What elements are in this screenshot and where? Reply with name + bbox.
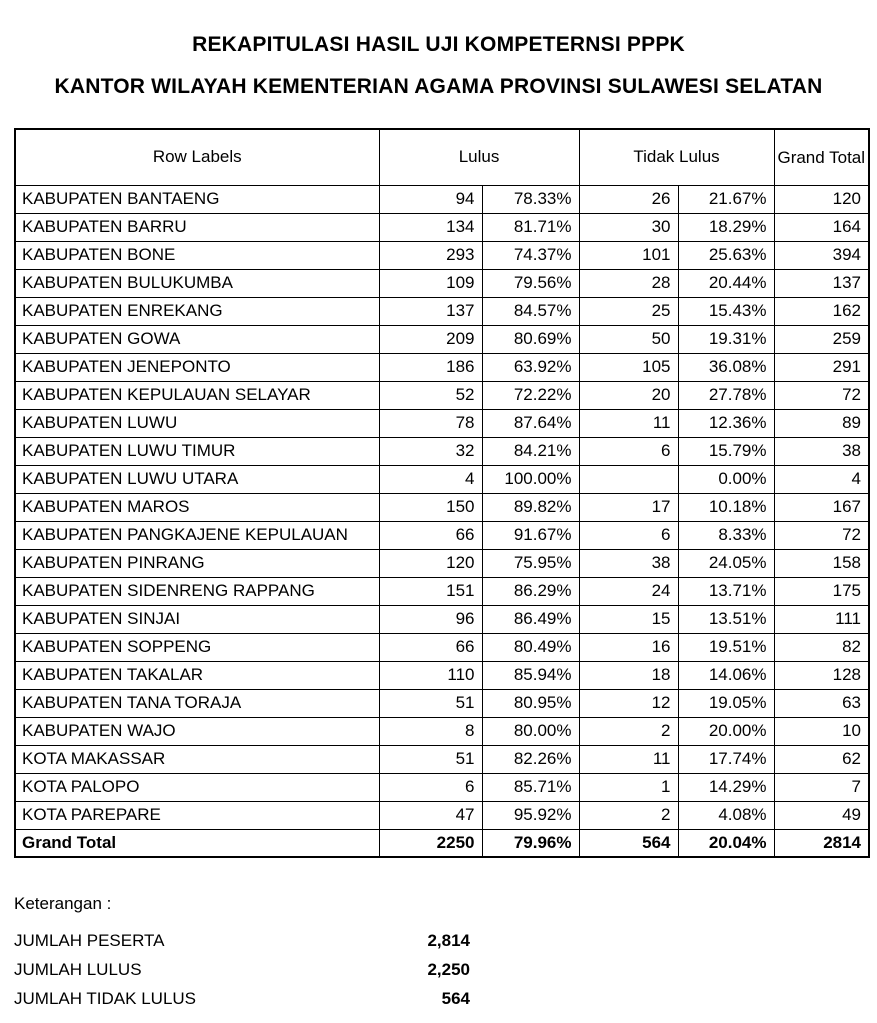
row-label-cell: KABUPATEN BARRU	[15, 213, 379, 241]
value-cell: 24	[579, 577, 678, 605]
value-cell: 293	[379, 241, 482, 269]
footer-row-lulus	[14, 955, 877, 984]
value-cell: 109	[379, 269, 482, 297]
value-cell: 14.29%	[678, 773, 774, 801]
value-cell: 86.49%	[482, 605, 579, 633]
grand-total-row	[15, 829, 869, 857]
row-label-cell: KOTA PALOPO	[15, 773, 379, 801]
value-cell: 291	[774, 353, 869, 381]
row-label-cell: KABUPATEN MAROS	[15, 493, 379, 521]
value-cell: 82.26%	[482, 745, 579, 773]
row-label-cell: Grand Total	[15, 829, 379, 857]
value-cell: 158	[774, 549, 869, 577]
value-cell: 0.00%	[678, 465, 774, 493]
row-label-cell: KABUPATEN JENEPONTO	[15, 353, 379, 381]
value-cell: 7	[774, 773, 869, 801]
table-row	[15, 717, 869, 745]
value-cell: 151	[379, 577, 482, 605]
value-cell: 110	[379, 661, 482, 689]
title-block	[0, 0, 877, 108]
row-label-cell: KOTA PAREPARE	[15, 801, 379, 829]
value-cell: 120	[379, 549, 482, 577]
value-cell: 82	[774, 633, 869, 661]
title-line-2: KANTOR WILAYAH KEMENTERIAN AGAMA PROVINSI SULAWESI SELATAN	[54, 75, 823, 98]
row-label-cell: KABUPATEN TANA TORAJA	[15, 689, 379, 717]
table-row	[15, 437, 869, 465]
value-cell: 6	[579, 437, 678, 465]
table-row	[15, 213, 869, 241]
value-cell: 84.21%	[482, 437, 579, 465]
value-cell: 30	[579, 213, 678, 241]
table-body	[15, 185, 869, 857]
value-cell: 32	[379, 437, 482, 465]
table-row	[15, 801, 869, 829]
value-cell: 105	[579, 353, 678, 381]
row-label-cell: KABUPATEN GOWA	[15, 325, 379, 353]
row-label-cell: KABUPATEN LUWU TIMUR	[15, 437, 379, 465]
jumlah-lulus-label: JUMLAH LULUS	[14, 960, 142, 979]
value-cell: 19.05%	[678, 689, 774, 717]
value-cell: 15.79%	[678, 437, 774, 465]
value-cell: 27.78%	[678, 381, 774, 409]
value-cell: 80.69%	[482, 325, 579, 353]
value-cell: 78.33%	[482, 185, 579, 213]
jumlah-peserta-label: JUMLAH PESERTA	[14, 931, 165, 950]
table-row	[15, 465, 869, 493]
value-cell: 19.31%	[678, 325, 774, 353]
value-cell: 162	[774, 297, 869, 325]
value-cell: 36.08%	[678, 353, 774, 381]
value-cell: 72	[774, 521, 869, 549]
row-label-cell: KABUPATEN BONE	[15, 241, 379, 269]
value-cell: 25	[579, 297, 678, 325]
value-cell: 81.71%	[482, 213, 579, 241]
value-cell: 17.74%	[678, 745, 774, 773]
value-cell: 128	[774, 661, 869, 689]
value-cell: 72	[774, 381, 869, 409]
table-row	[15, 633, 869, 661]
title-line-1: REKAPITULASI HASIL UJI KOMPETERNSI PPPK	[192, 33, 685, 56]
footer-row-tidak-lulus	[14, 984, 877, 1013]
jumlah-lulus-value: 2,250	[427, 960, 470, 979]
value-cell: 79.96%	[482, 829, 579, 857]
value-cell: 20.04%	[678, 829, 774, 857]
value-cell: 137	[774, 269, 869, 297]
value-cell	[579, 465, 678, 493]
value-cell: 47	[379, 801, 482, 829]
value-cell: 21.67%	[678, 185, 774, 213]
footer-notes	[14, 892, 877, 1013]
header-grand-total: Grand Total	[774, 129, 869, 185]
header-row	[15, 129, 869, 185]
value-cell: 84.57%	[482, 297, 579, 325]
value-cell: 18.29%	[678, 213, 774, 241]
value-cell: 18	[579, 661, 678, 689]
value-cell: 95.92%	[482, 801, 579, 829]
header-row-labels: Row Labels	[15, 129, 379, 185]
value-cell: 13.71%	[678, 577, 774, 605]
value-cell: 10	[774, 717, 869, 745]
value-cell: 63.92%	[482, 353, 579, 381]
row-label-cell: KABUPATEN SOPPENG	[15, 633, 379, 661]
value-cell: 26	[579, 185, 678, 213]
value-cell: 2250	[379, 829, 482, 857]
table-row	[15, 661, 869, 689]
value-cell: 89	[774, 409, 869, 437]
value-cell: 11	[579, 409, 678, 437]
value-cell: 66	[379, 633, 482, 661]
table-row	[15, 493, 869, 521]
value-cell: 259	[774, 325, 869, 353]
value-cell: 89.82%	[482, 493, 579, 521]
value-cell: 111	[774, 605, 869, 633]
table-row	[15, 745, 869, 773]
row-label-cell: KABUPATEN LUWU	[15, 409, 379, 437]
row-label-cell: KABUPATEN PINRANG	[15, 549, 379, 577]
value-cell: 4.08%	[678, 801, 774, 829]
value-cell: 15.43%	[678, 297, 774, 325]
table-row	[15, 325, 869, 353]
table-row	[15, 605, 869, 633]
value-cell: 14.06%	[678, 661, 774, 689]
value-cell: 164	[774, 213, 869, 241]
table-row	[15, 689, 869, 717]
row-label-cell: KABUPATEN BULUKUMBA	[15, 269, 379, 297]
value-cell: 20.00%	[678, 717, 774, 745]
value-cell: 8	[379, 717, 482, 745]
value-cell: 12.36%	[678, 409, 774, 437]
keterangan-label: Keterangan :	[14, 894, 112, 913]
footer-row-peserta	[14, 926, 877, 955]
value-cell: 50	[579, 325, 678, 353]
value-cell: 137	[379, 297, 482, 325]
value-cell: 150	[379, 493, 482, 521]
value-cell: 38	[774, 437, 869, 465]
value-cell: 51	[379, 689, 482, 717]
value-cell: 80.95%	[482, 689, 579, 717]
value-cell: 52	[379, 381, 482, 409]
value-cell: 209	[379, 325, 482, 353]
value-cell: 101	[579, 241, 678, 269]
value-cell: 86.29%	[482, 577, 579, 605]
value-cell: 96	[379, 605, 482, 633]
row-label-cell: KABUPATEN SINJAI	[15, 605, 379, 633]
value-cell: 80.00%	[482, 717, 579, 745]
table-row	[15, 577, 869, 605]
value-cell: 13.51%	[678, 605, 774, 633]
value-cell: 62	[774, 745, 869, 773]
value-cell: 72.22%	[482, 381, 579, 409]
value-cell: 20.44%	[678, 269, 774, 297]
table-row	[15, 269, 869, 297]
value-cell: 78	[379, 409, 482, 437]
value-cell: 94	[379, 185, 482, 213]
table-row	[15, 241, 869, 269]
jumlah-tidak-lulus-value: 564	[441, 989, 470, 1008]
value-cell: 6	[579, 521, 678, 549]
table-row	[15, 297, 869, 325]
value-cell: 17	[579, 493, 678, 521]
value-cell: 19.51%	[678, 633, 774, 661]
value-cell: 66	[379, 521, 482, 549]
value-cell: 394	[774, 241, 869, 269]
jumlah-peserta-value: 2,814	[427, 931, 470, 950]
value-cell: 186	[379, 353, 482, 381]
table-row	[15, 773, 869, 801]
value-cell: 87.64%	[482, 409, 579, 437]
value-cell: 167	[774, 493, 869, 521]
value-cell: 564	[579, 829, 678, 857]
value-cell: 8.33%	[678, 521, 774, 549]
value-cell: 80.49%	[482, 633, 579, 661]
row-label-cell: KABUPATEN TAKALAR	[15, 661, 379, 689]
value-cell: 4	[774, 465, 869, 493]
row-label-cell: KABUPATEN KEPULAUAN SELAYAR	[15, 381, 379, 409]
jumlah-tidak-lulus-label: JUMLAH TIDAK LULUS	[14, 989, 197, 1008]
table-row	[15, 409, 869, 437]
row-label-cell: KABUPATEN PANGKAJENE KEPULAUAN	[15, 521, 379, 549]
value-cell: 63	[774, 689, 869, 717]
row-label-cell: KABUPATEN LUWU UTARA	[15, 465, 379, 493]
value-cell: 2	[579, 801, 678, 829]
row-label-cell: KABUPATEN WAJO	[15, 717, 379, 745]
row-label-cell: KABUPATEN ENREKANG	[15, 297, 379, 325]
table-row	[15, 521, 869, 549]
value-cell: 74.37%	[482, 241, 579, 269]
table-row	[15, 353, 869, 381]
table-row	[15, 381, 869, 409]
value-cell: 100.00%	[482, 465, 579, 493]
value-cell: 25.63%	[678, 241, 774, 269]
value-cell: 91.67%	[482, 521, 579, 549]
value-cell: 11	[579, 745, 678, 773]
value-cell: 51	[379, 745, 482, 773]
value-cell: 49	[774, 801, 869, 829]
value-cell: 24.05%	[678, 549, 774, 577]
table-row	[15, 185, 869, 213]
value-cell: 2814	[774, 829, 869, 857]
value-cell: 1	[579, 773, 678, 801]
recap-table	[14, 128, 870, 858]
row-label-cell: KOTA MAKASSAR	[15, 745, 379, 773]
row-label-cell: KABUPATEN BANTAENG	[15, 185, 379, 213]
value-cell: 75.95%	[482, 549, 579, 577]
value-cell: 85.94%	[482, 661, 579, 689]
header-lulus: Lulus	[379, 129, 579, 185]
row-label-cell: KABUPATEN SIDENRENG RAPPANG	[15, 577, 379, 605]
value-cell: 12	[579, 689, 678, 717]
value-cell: 79.56%	[482, 269, 579, 297]
value-cell: 6	[379, 773, 482, 801]
value-cell: 16	[579, 633, 678, 661]
value-cell: 38	[579, 549, 678, 577]
value-cell: 134	[379, 213, 482, 241]
value-cell: 10.18%	[678, 493, 774, 521]
value-cell: 15	[579, 605, 678, 633]
value-cell: 120	[774, 185, 869, 213]
value-cell: 4	[379, 465, 482, 493]
table-row	[15, 549, 869, 577]
value-cell: 2	[579, 717, 678, 745]
value-cell: 175	[774, 577, 869, 605]
value-cell: 28	[579, 269, 678, 297]
header-tidak-lulus: Tidak Lulus	[579, 129, 774, 185]
value-cell: 20	[579, 381, 678, 409]
value-cell: 85.71%	[482, 773, 579, 801]
